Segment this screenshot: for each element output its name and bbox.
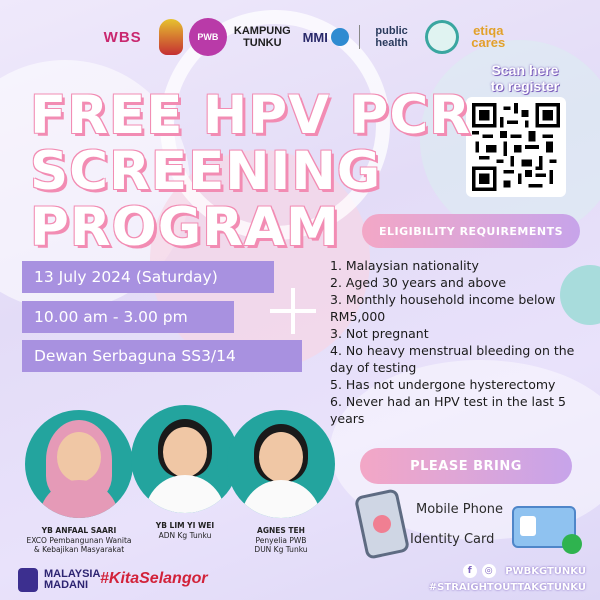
event-date: 13 July 2024 (Saturday) xyxy=(22,261,274,293)
public-health-line1: public xyxy=(375,25,408,37)
eligibility-list xyxy=(330,257,595,427)
speaker-name: AGNES TEH xyxy=(257,526,305,535)
speaker-role: & Kebajikan Masyarakat xyxy=(33,545,125,554)
scan-line2: to register xyxy=(490,78,560,94)
etiqa-line2: cares xyxy=(471,35,506,50)
social-icons xyxy=(463,564,496,578)
bring-item-id: Identity Card xyxy=(410,532,495,547)
speaker-role: DUN Kg Tunku xyxy=(254,545,308,554)
title-line2: SCREENING xyxy=(30,141,382,202)
malaysia-madani-logo xyxy=(18,568,100,592)
list-item: 3. Not pregnant xyxy=(330,326,429,341)
facebook-icon[interactable]: f xyxy=(463,564,477,578)
instagram-icon[interactable]: ◎ xyxy=(482,564,496,578)
pwb-logo: PWB xyxy=(189,18,227,56)
madani-line2: MADANI xyxy=(44,579,88,591)
registration-qr-code[interactable] xyxy=(466,97,566,197)
face-shape xyxy=(57,432,101,482)
madani-text xyxy=(44,569,100,591)
avatar xyxy=(25,410,133,518)
kampung-tunku-line2: TUNKU xyxy=(243,37,282,49)
footer-hashtag: #STRAIGHTOUTTAKGTUNKU xyxy=(428,582,586,593)
bring-item-phone: Mobile Phone xyxy=(416,502,504,517)
list-item: 5. Has not undergone hysterectomy xyxy=(330,377,556,392)
face-shape xyxy=(259,432,303,482)
speaker-card xyxy=(12,410,146,555)
body-shape xyxy=(241,480,321,518)
etiqa-logo xyxy=(465,25,512,49)
public-health-line2: health xyxy=(375,37,408,49)
face-shape xyxy=(163,427,207,477)
identity-card-icon xyxy=(512,506,576,548)
logo-bar xyxy=(92,12,512,62)
association-logo xyxy=(425,20,459,54)
list-item: 2. Aged 30 years and above xyxy=(330,275,507,290)
public-health-logo xyxy=(359,25,418,49)
social-block xyxy=(366,564,586,596)
speaker-name: YB ANFAAL SAARI xyxy=(41,526,117,535)
list-item: 6. Never had an HPV test in the last 5 years xyxy=(330,394,566,426)
social-handle-row xyxy=(366,564,586,580)
event-venue: Dewan Serbaguna SS3/14 xyxy=(22,340,302,372)
please-bring-header: PLEASE BRING xyxy=(360,448,572,484)
etiqa-line1: etiqa xyxy=(473,23,504,38)
speaker-role: ADN Kg Tunku xyxy=(158,530,212,540)
speaker-role: Penyelia PWB xyxy=(255,535,307,545)
social-handle[interactable]: PWBKGTUNKU xyxy=(505,566,586,577)
selangor-crest-logo xyxy=(159,19,183,55)
title-line3: PROGRAM xyxy=(30,197,340,258)
list-item: 4. No heavy menstrual bleeding on the day of testing xyxy=(330,343,575,375)
event-time: 10.00 am - 3.00 pm xyxy=(22,301,234,333)
madani-hand-icon xyxy=(18,568,38,592)
speaker-role: EXCO Pembangunan Wanita xyxy=(26,535,132,545)
kampung-tunku-line1: KAMPUNG xyxy=(233,25,291,37)
wbs-logo: WBS xyxy=(103,28,142,46)
body-shape xyxy=(145,475,225,513)
eligibility-header: ELIGIBILITY REQUIREMENTS xyxy=(362,214,580,248)
kampung-tunku-logo xyxy=(233,25,292,49)
list-item: 3. Monthly household income below RM5,000 xyxy=(330,292,556,324)
mmi-badge-icon xyxy=(331,28,349,46)
mmi-logo xyxy=(298,28,353,46)
speaker-name: YB LIM YI WEI xyxy=(155,521,215,530)
speaker-card xyxy=(222,410,340,555)
plus-icon xyxy=(270,288,316,334)
qr-code-icon xyxy=(472,103,560,191)
scan-line1: Scan here xyxy=(491,62,559,78)
scan-label xyxy=(470,62,580,94)
kita-selangor-hashtag: #KitaSelangor xyxy=(100,570,208,587)
list-item: 1. Malaysian nationality xyxy=(330,258,479,273)
madani-line1: MALAYSIA xyxy=(44,568,101,580)
title-line1: FREE HPV PCR xyxy=(30,85,472,146)
mmi-label: MMI xyxy=(302,29,328,45)
avatar xyxy=(227,410,335,518)
